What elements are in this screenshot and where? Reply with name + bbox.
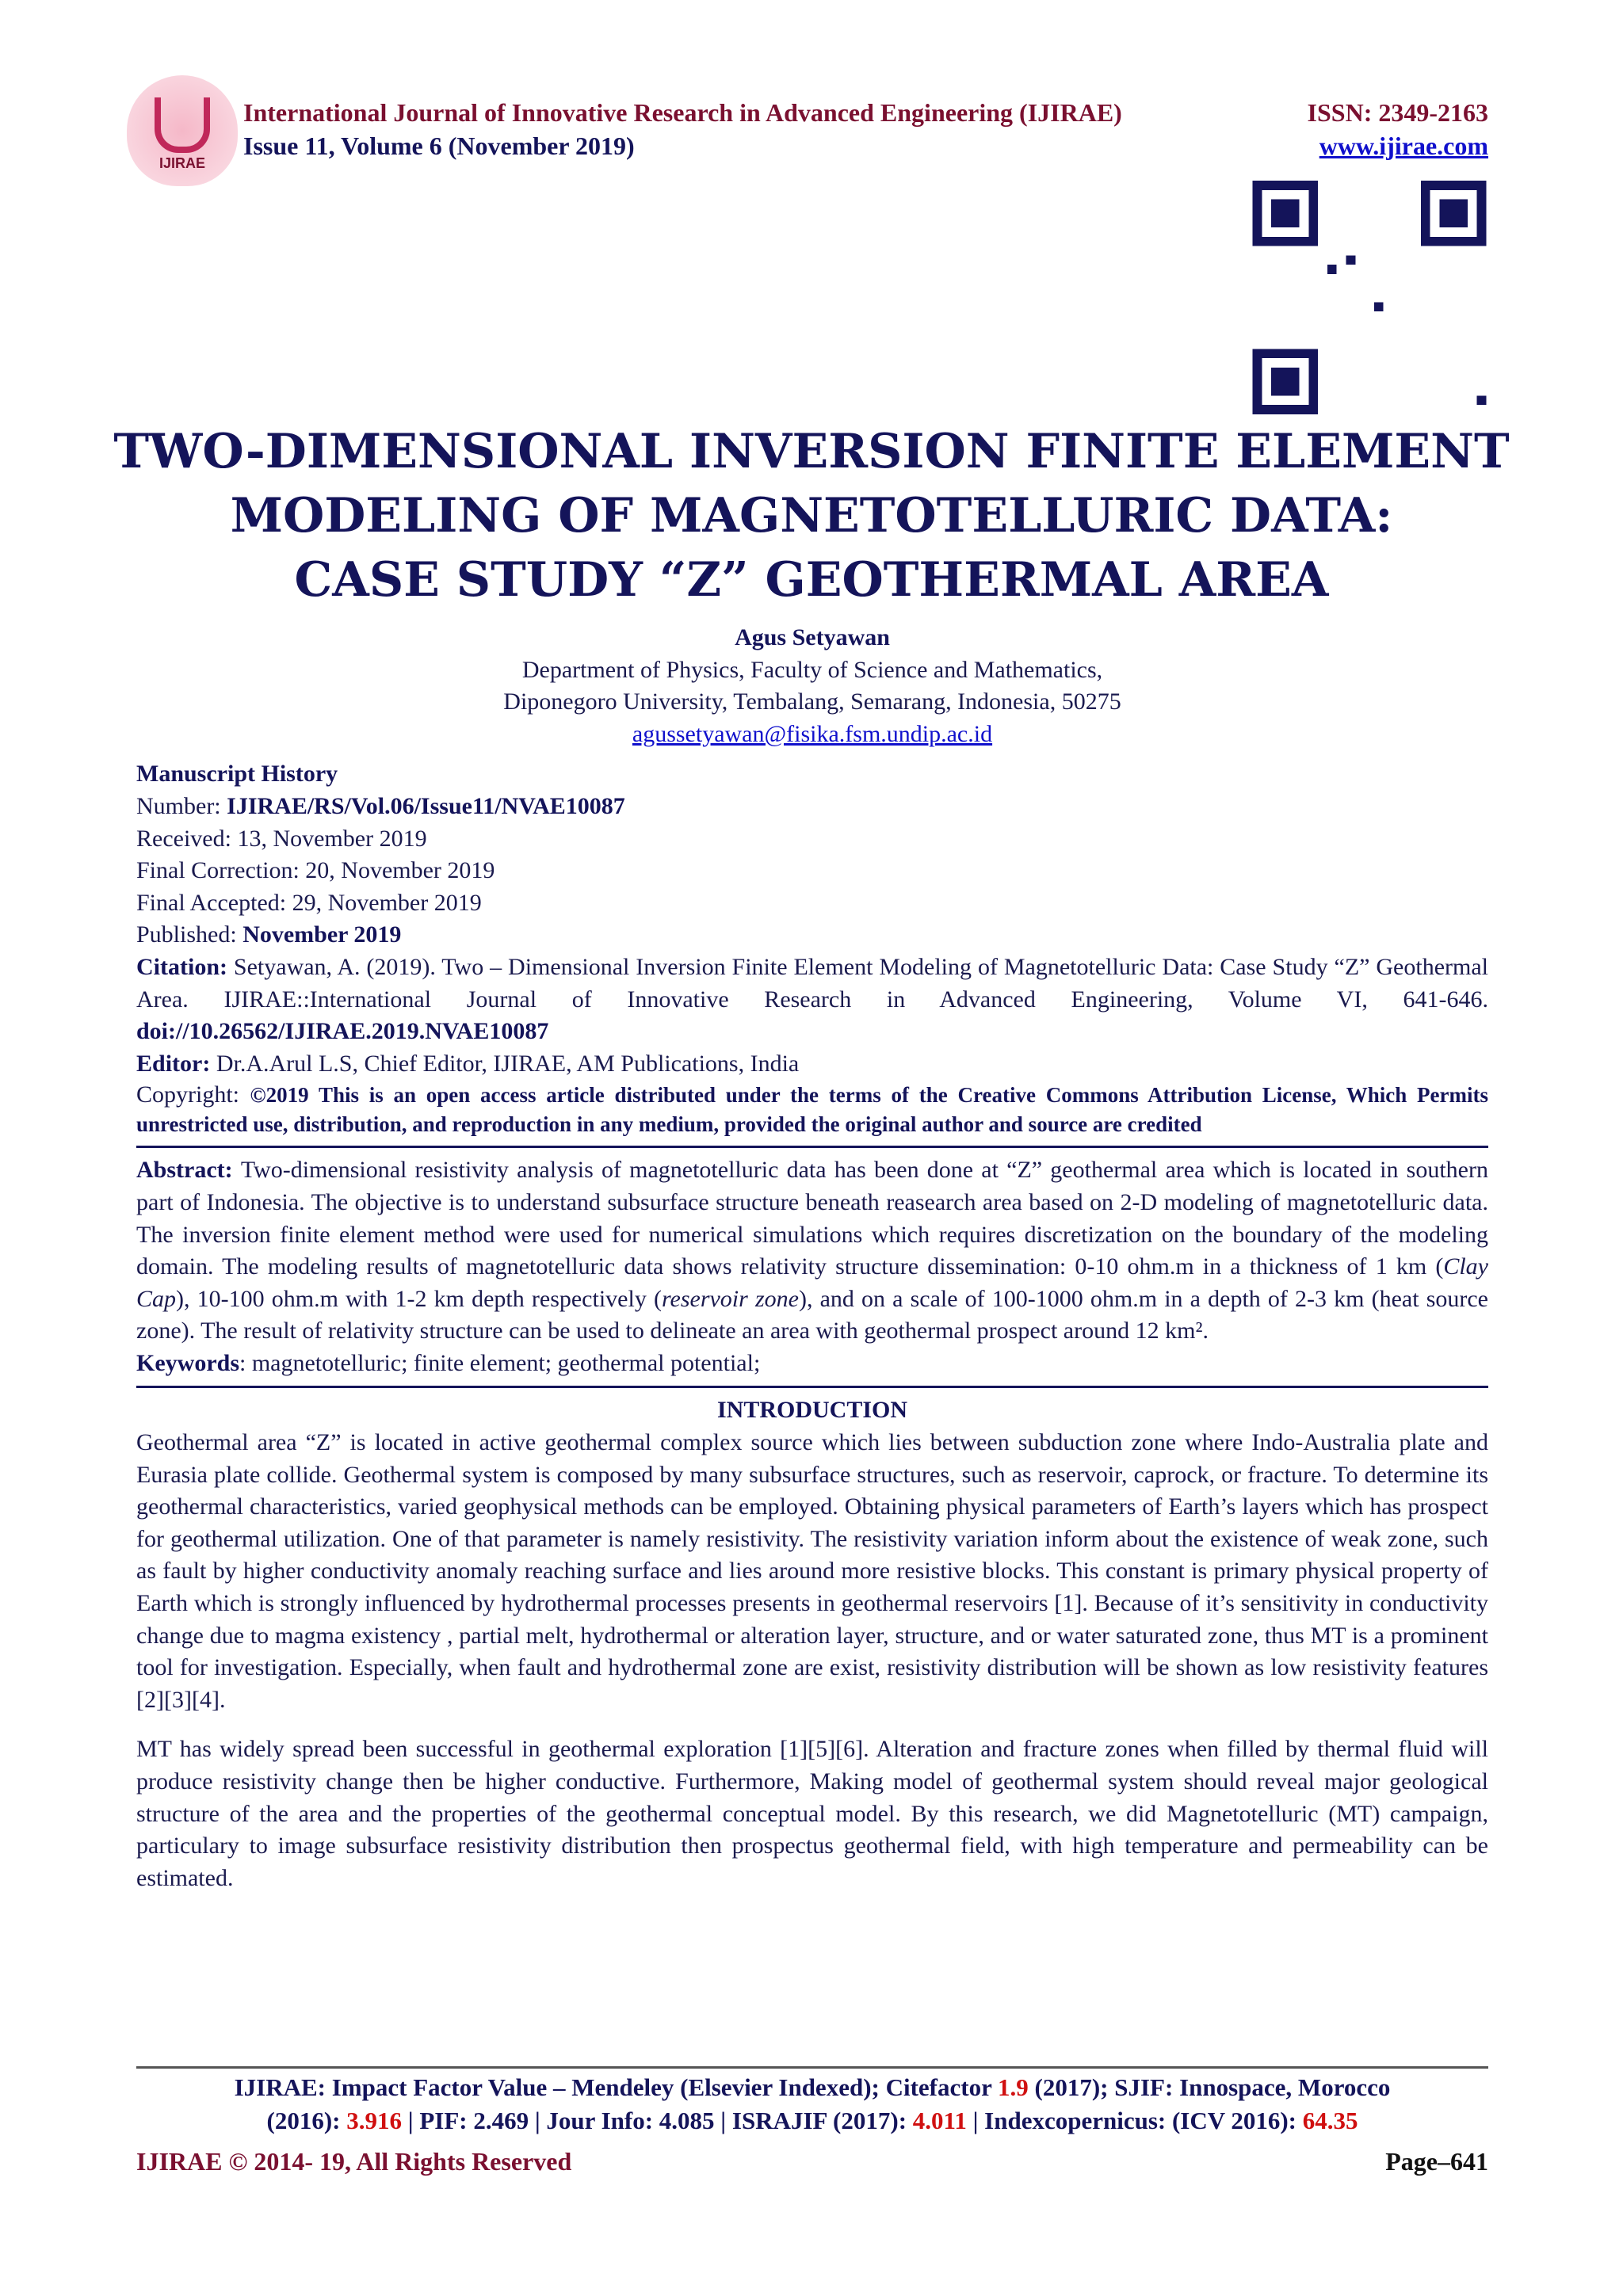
affiliation: Department of Physics, Faculty of Science and Mathematics,	[521, 656, 1103, 683]
author-email[interactable]: agussetyawan@fisika.fsm.undip.ac.id	[632, 720, 993, 747]
abstract	[136, 1154, 1488, 1348]
impact-factors	[136, 2071, 1488, 2138]
label: Citation:	[136, 953, 234, 980]
keywords: : magnetotelluric; finite element; geothermal potential;	[239, 1349, 761, 1376]
abstract-text: Two-dimensional resistivity analysis of magnetotelluric data has been done at “Z” geothermal area which is located in southern part of Indonesia. The objective is to understand subsurface structure beneath reasearch area based on 2-D modeling of magnetotelluric data. The inversion finite element method were used for numerical simulations which requires discretization on the boundary of the modeling domain. The modeling results of magnetotelluric data shows relativity structure dissemination: 0-10 ohm.m in a thickness of 1 km (	[136, 1157, 1488, 1280]
author-block	[136, 622, 1488, 750]
footer-value: 3.916	[346, 2107, 402, 2134]
abstract-text: ), and on a scale of 100-1000 ohm.m in a depth of 2-3 km (heat source zone). The result of relativity structure can be used to delineate an area with geothermal prospect around 12 km².	[136, 1285, 1489, 1344]
journal-logo	[127, 75, 238, 186]
section-heading: INTRODUCTION	[716, 1397, 908, 1424]
book-icon	[155, 97, 210, 153]
title-line: TWO-DIMENSIONAL INVERSION FINITE ELEMENT	[113, 424, 1510, 479]
paper-title	[0, 420, 1623, 612]
abstract-text: Clay Cap	[136, 1253, 1488, 1312]
footer-copyright: IJIRAE © 2014- 19, All Rights Reserved	[136, 2147, 572, 2176]
article-body	[136, 622, 1488, 1894]
title-line: MODELING OF MAGNETOTELLURIC DATA:	[230, 488, 1393, 543]
footer-text: IJIRAE: Impact Factor Value – Mendeley (Elsevier Indexed); Citefactor	[234, 2073, 999, 2101]
footer-divider	[136, 2066, 1488, 2069]
abstract-text: reservoir zone	[661, 1285, 799, 1312]
published-date: November 2019	[242, 921, 402, 948]
abstract-text: ), 10-100 ohm.m with 1-2 km depth respectively (	[176, 1285, 662, 1312]
accepted-date: Final Accepted: 29, November 2019	[136, 889, 482, 916]
divider	[136, 1386, 1488, 1388]
footer-value: 4.011	[912, 2107, 967, 2134]
label: Copyright:	[136, 1081, 250, 1108]
issue-info: Issue 11, Volume 6 (November 2019)	[243, 132, 635, 160]
author-name: Agus Setyawan	[735, 624, 890, 650]
website-link[interactable]: www.ijirae.com	[1319, 132, 1488, 160]
logo-text: IJIRAE	[158, 155, 206, 171]
manuscript-number: IJIRAE/RS/Vol.06/Issue11/NVAE10087	[227, 792, 625, 819]
footer-text: | PIF: 2.469 | Jour Info: 4.085 | ISRAJIF (2017):	[402, 2107, 913, 2134]
editor: Dr.A.Arul L.S, Chief Editor, IJIRAE, AM Publications, India	[216, 1050, 800, 1077]
label: Published:	[136, 921, 243, 948]
citation: Setyawan, A. (2019). Two – Dimensional Inversion Finite Element Modeling of Magnetotelluric Data: Case Study “Z” Geothermal Area. IJIRAE::International Journal of Innovative Research in Advanced Engineering, Volume VI, 641-646.	[136, 953, 1488, 1013]
intro-paragraph: Geothermal area “Z” is located in active geothermal complex source which lies between subduction zone where Indo-Australia plate and Eurasia plate collide. Geothermal system is composed by many subsurface structures, such as reservoir, caprock, or fracture. To determine its geothermal characteristics, varied geophysical methods can be employed. Obtaining physical parameters of Earth’s layers which has prospect for geothermal utilization. One of that parameter is namely resistivity. The resistivity variation inform about the existence of weak zone, such as fault by higher conductivity anomaly reaching surface and lies around more resistive blocks. This constant is primary physical property of Earth which is strongly influenced by hydrothermal processes presents in geothermal reservoirs [1]. Because of it’s sensitivity in conductivity change due to magma existency , partial melt, hydrothermal or alteration layer, structure, and or water saturated zone, thus MT is a prominent tool for investigation. Especially, when fault and hydrothermal zone are exist, resistivity distribution will be shown as low resistivity features [2][3][4].	[136, 1429, 1488, 1713]
copyright-notice: ©2019 This is an open access article distributed under the terms of the Creative Commons Attribution License, Which Permits unrestricted use, distribution, and reproduction in any medium, provided the original author and source are credited	[136, 1083, 1488, 1137]
abstract-label: Abstract:	[136, 1157, 241, 1184]
footer-value: 1.9	[998, 2073, 1029, 2101]
footer-text: | Indexcopernicus: (ICV 2016):	[966, 2107, 1303, 2134]
journal-name: International Journal of Innovative Research in Advanced Engineering (IJIRAE)	[243, 98, 1122, 127]
keywords-label: Keywords	[136, 1349, 239, 1376]
footer-text: (2017); SJIF: Innospace, Morocco	[1028, 2073, 1391, 2101]
manuscript-history	[136, 758, 1488, 1139]
history-heading: Manuscript History	[136, 761, 338, 788]
correction-date: Final Correction: 20, November 2019	[136, 857, 495, 884]
intro-paragraph: MT has widely spread been successful in geothermal exploration [1][5][6]. Alteration and fracture zones when filled by thermal fluid will produce resistivity change then be higher conductive. Furthermore, Making model of geothermal system should reveal major geological structure of the area and the properties of the geothermal conceptual model. By this research, we did Magnetotelluric (MT) campaign, particulary to image subsurface resistivity distribution then prospectus geothermal field, with high temperature and permeability can be estimated.	[136, 1736, 1488, 1891]
qr-code	[1251, 181, 1488, 414]
footer-text: (2016):	[266, 2107, 347, 2134]
affiliation: Diponegoro University, Tembalang, Semarang, Indonesia, 50275	[503, 688, 1121, 715]
label: Number:	[136, 792, 227, 819]
title-line: CASE STUDY “Z” GEOTHERMAL AREA	[294, 552, 1329, 608]
doi: doi://10.26562/IJIRAE.2019.NVAE10087	[136, 1018, 549, 1045]
page-number: Page–641	[1385, 2147, 1488, 2176]
divider	[136, 1146, 1488, 1148]
issn: ISSN: 2349-2163	[1307, 98, 1488, 127]
received-date: Received: 13, November 2019	[136, 825, 427, 852]
footer-value: 64.35	[1302, 2107, 1358, 2134]
label: Editor:	[136, 1050, 216, 1077]
